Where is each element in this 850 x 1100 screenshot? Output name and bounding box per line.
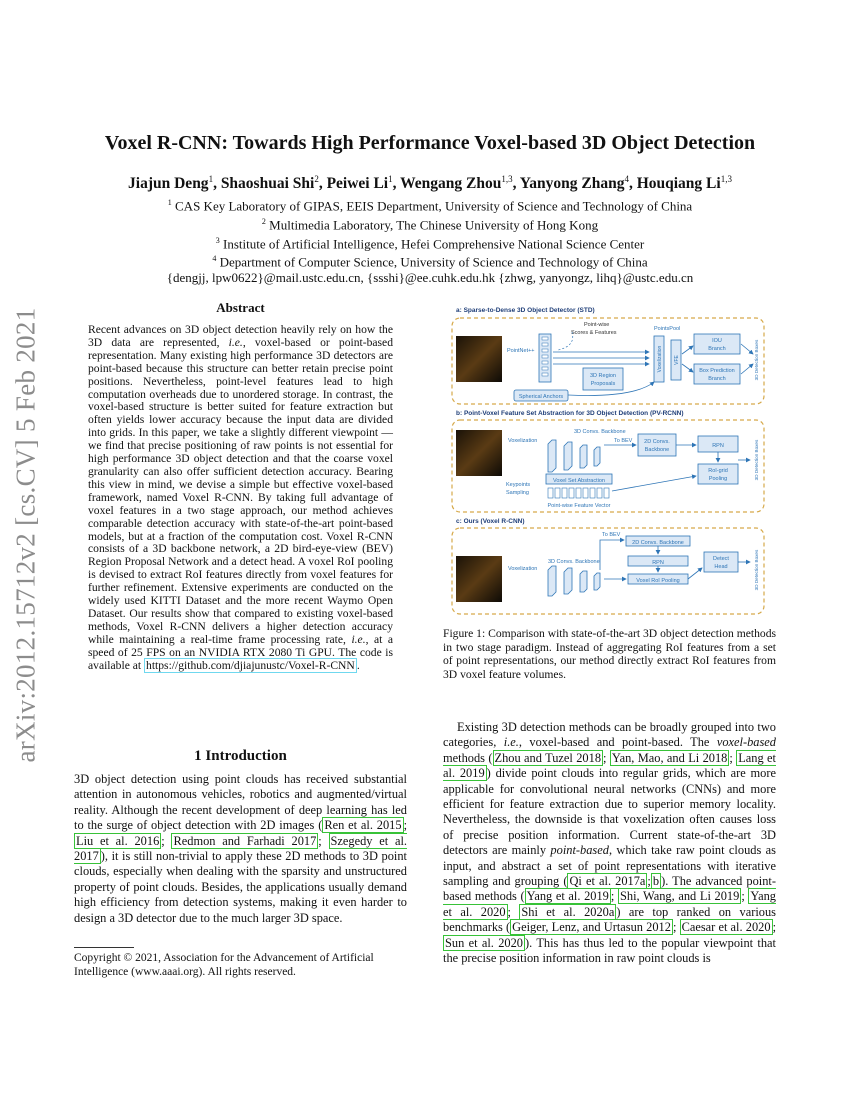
label: Head [714, 564, 728, 570]
author: Jiajun Deng$^1$ [128, 174, 214, 193]
author: Wengang Zhou$^{1,3}$ [400, 174, 513, 193]
copyright-footnote: Copyright © 2021, Association for the Advancement of Artificial Intelligence (www.aaai.org). All rights reserved. [74, 952, 374, 978]
affiliation: $^2$ Multimedia Laboratory, The Chinese University of Hong Kong [261, 216, 599, 233]
label: Spherical Anchors [518, 394, 564, 400]
author: Peiwei Li$^1$ [326, 174, 393, 193]
citation[interactable]: Geiger, Lenz, and Urtasun 2012 [512, 920, 671, 935]
footnote-rule [74, 947, 134, 948]
label: Scores & Features [571, 330, 617, 336]
author: Yanyong Zhang$^4$ [519, 174, 629, 193]
lidar-thumbnail [456, 336, 502, 382]
label: RPN [652, 560, 664, 566]
label: Detect [713, 556, 729, 562]
label: 3D Convs. Backbone [548, 559, 600, 565]
affiliation: $^1$ CAS Key Laboratory of GIPAS, EEIS Department, University of Science and Technology of China [167, 198, 693, 214]
label: Voxel Set Abstraction [553, 478, 605, 484]
label: To BEV [602, 532, 621, 538]
affiliation: $^4$ Department of Computer Science, University of Science and Technology of China [212, 254, 648, 270]
citation[interactable]: Ren et al. 2015 [324, 818, 402, 833]
label: Point-wise [584, 322, 610, 328]
code-link[interactable]: https://github.com/djiajunustc/Voxel-R-CNN [146, 658, 355, 672]
affiliation: $^3$ Institute of Artificial Intelligence, Hefei Comprehensive National Science Center [215, 235, 645, 251]
lidar-thumbnail [456, 556, 502, 602]
label: Point-wise Feature Vector [547, 503, 611, 509]
label: Pooling [708, 476, 728, 482]
author-list: Jiajun Deng$^1$, Shaoshuai Shi$^2$, Peiwei Li$^1$, Wengang Zhou$^{1,3}$, Yanyong Zhang$^4$, Houqiang Li$^{1,3}$ [128, 174, 732, 193]
paper-title: Voxel R-CNN: Towards High Performance Voxel-based 3D Object Detection [104, 132, 756, 154]
citation[interactable]: Szegedy et al. 2017 [74, 833, 408, 864]
citation[interactable]: Liu et al. 2016 [76, 833, 160, 848]
emails: {dengjj, lpw0622}@mail.ustc.edu.cn, {ssshi}@ee.cuhk.edu.hk {zhwg, yanyongz, lihq}@ustc.edu.cn [166, 270, 694, 286]
citation[interactable]: Yan, Mao, and Li 2018 [611, 750, 728, 765]
label: Box Prediction [699, 368, 735, 374]
label: Branch [708, 346, 726, 352]
arxiv-id: arXiv:2012.15712v2 [cs.CV] 5 Feb 2021 [10, 307, 41, 763]
label: 2D Convs. [644, 439, 670, 445]
label: 3D Convs. Backbone [574, 429, 626, 435]
figure-caption: Figure 1: Comparison with state-of-the-art 3D object detection methods in two stage paradigm. Instead of aggregating RoI features from a set of point representations, our method directly extract RoI features from 3D voxel feature volumes. [443, 627, 777, 681]
label: RPN [712, 443, 724, 449]
citation[interactable]: Shi, Wang, and Li 2019 [619, 889, 740, 904]
label: VFE [674, 355, 680, 365]
label: Voxelization [657, 345, 663, 373]
arxiv-stamp [0, 300, 52, 770]
citation[interactable]: b [652, 874, 660, 889]
pipeline-diagram [444, 302, 776, 620]
label: Keypoints [506, 482, 531, 488]
label: Backbone [644, 447, 670, 453]
label: 2D Convs. Backbone [632, 540, 684, 546]
label: Sampling [506, 490, 529, 496]
label: IOU [712, 338, 722, 344]
label: RoI-grid [708, 468, 728, 474]
citation[interactable]: Zhou and Tuzel 2018 [494, 750, 602, 765]
citation[interactable]: Lang et al. 2019 [443, 750, 777, 781]
label: PointsPool [654, 326, 681, 332]
author: Houqiang Li$^{1,3}$ [636, 174, 732, 193]
label: To BEV [614, 438, 633, 444]
affiliations [60, 195, 800, 286]
citation[interactable]: Yang et al. 2020 [443, 889, 777, 919]
citation[interactable]: Sun et al. 2020 [445, 935, 524, 950]
label: PointNet++ [507, 348, 535, 354]
abstract-body: Recent advances on 3D object detection heavily rely on how the 3D data are represented, i.e., voxel-based or point-based representation. Many existing high performance 3D detectors are point-based because this structure can better retain precise point positions. Nevertheless, point-level features lead to high computation overheads due to unordered storage. In contrast, the voxel-based structure is better suited for feature extraction but often yields lower accuracy because the input data are divided into grids. In this paper, we take a slightly different viewpoint — we find that precise positioning of raw points is not essential for high performance 3D object detection and that the coarse voxel granularity can also offer sufficient detection accuracy. Bearing this view in mind, we devise a simple but effective voxel-based framework, named Voxel R-CNN. By taking full advantage of voxel features in a two stage approach, our method achieves comparable detection accuracy with state-of-the-art point-based models, but at a fraction of the computation cost. Voxel R-CNN consists of a 3D backbone network, a 2D bird-eye-view (BEV) Region Proposal Network and a detect head. A voxel RoI pooling is devised to extract RoI features directly from voxel features for further refinement. Extensive experiments are conducted on the widely used KITTI Dataset and the more recent Waymo Open Dataset. Our results show that compared to existing voxel-based methods, Voxel R-CNN delivers a higher detection accuracy while maintaining a real-time frame processing rate, i.e., at a speed of 25 FPS on an NVIDIA RTX 2080 Ti GPU. The code is available at https://github.com/djiajunustc/Voxel-R-CNN . [88, 323, 394, 672]
citation[interactable]: Redmon and Farhadi 2017 [173, 833, 317, 848]
label: 3D Region [590, 373, 616, 379]
author: Shaoshuai Shi$^2$ [220, 174, 319, 193]
figure-1 [444, 302, 776, 620]
citation[interactable]: Shi et al. 2020a [521, 904, 615, 919]
abstract-heading: Abstract [216, 300, 265, 315]
panel-c-title: c: Ours (Voxel R-CNN) [456, 518, 525, 525]
right-column-body: Existing 3D detection methods can be broadly grouped into two categories, i.e., voxel-based and point-based. The voxel-based methods ( Zhou and Tuzel 2018 ; Yan, Mao, and Li 2018 ; Lang et al. 2019 ) divide point clouds into regular grids, which are more applicable for convolutional neural networks (CNNs) and more efficient for feature extraction due to superior memory locality. Nevertheless, the downside is that voxelization often causes loss of precise position information. Current state-of-the-art 3D detectors are mainly point-based, which take raw point clouds as input, and abstract a set of point representations with iterative sampling and grouping ( Qi et al. 2017a ; b ). The advanced point-based methods ( Yang et al. 2019 ; Shi, Wang, and Li 2019 ; Yang et al. 2020 ; Shi et al. 2020a ) are top ranked on various benchmarks ( Geiger, Lenz, and Urtasun 2012 ; Caesar et al. 2020 ; Sun et al. 2020 ). This has thus led to the popular viewpoint that the precise position information in raw point clouds is [443, 720, 777, 966]
label: 3D Detection Boxes [754, 339, 759, 381]
lidar-thumbnail [456, 430, 502, 476]
panel-b-title: b: Point-Voxel Feature Set Abstraction for 3D Object Detection (PV-RCNN) [456, 410, 684, 417]
label: Voxelization [508, 566, 538, 572]
section-heading: 1 Introduction [194, 748, 287, 764]
citation[interactable]: Qi et al. 2017a [569, 874, 646, 889]
label: Voxel RoI Pooling [636, 578, 680, 584]
label: Proposals [590, 381, 616, 387]
label: 3D Detection Boxes [754, 549, 759, 591]
intro-body: 3D object detection using point clouds has received substantial attention in autonomous vehicles, robotics and augmented/virtual reality. Although the recent development of deep learning has led to the surge of object detection with 2D images ( Ren et al. 2015 ; Liu et al. 2016 ; Redmon and Farhadi 2017 ; Szegedy et al. 2017 ), it is still non-trivial to apply these 2D methods to 3D point clouds, especially when dealing with the sparsity and unstructured property of point clouds. Besides, the applications usually demand high efficiency from detection systems, making it even harder to design a 3D detector due to the much larger 3D space. [74, 772, 408, 925]
label: Branch [708, 376, 726, 382]
panel-a-title: a: Sparse-to-Dense 3D Object Detector (STD) [456, 307, 595, 314]
label: Voxelization [508, 438, 538, 444]
citation[interactable]: Yang et al. 2019 [526, 889, 609, 904]
citation[interactable]: Caesar et al. 2020 [681, 920, 771, 935]
label: 3D Detection Boxes [754, 439, 759, 481]
